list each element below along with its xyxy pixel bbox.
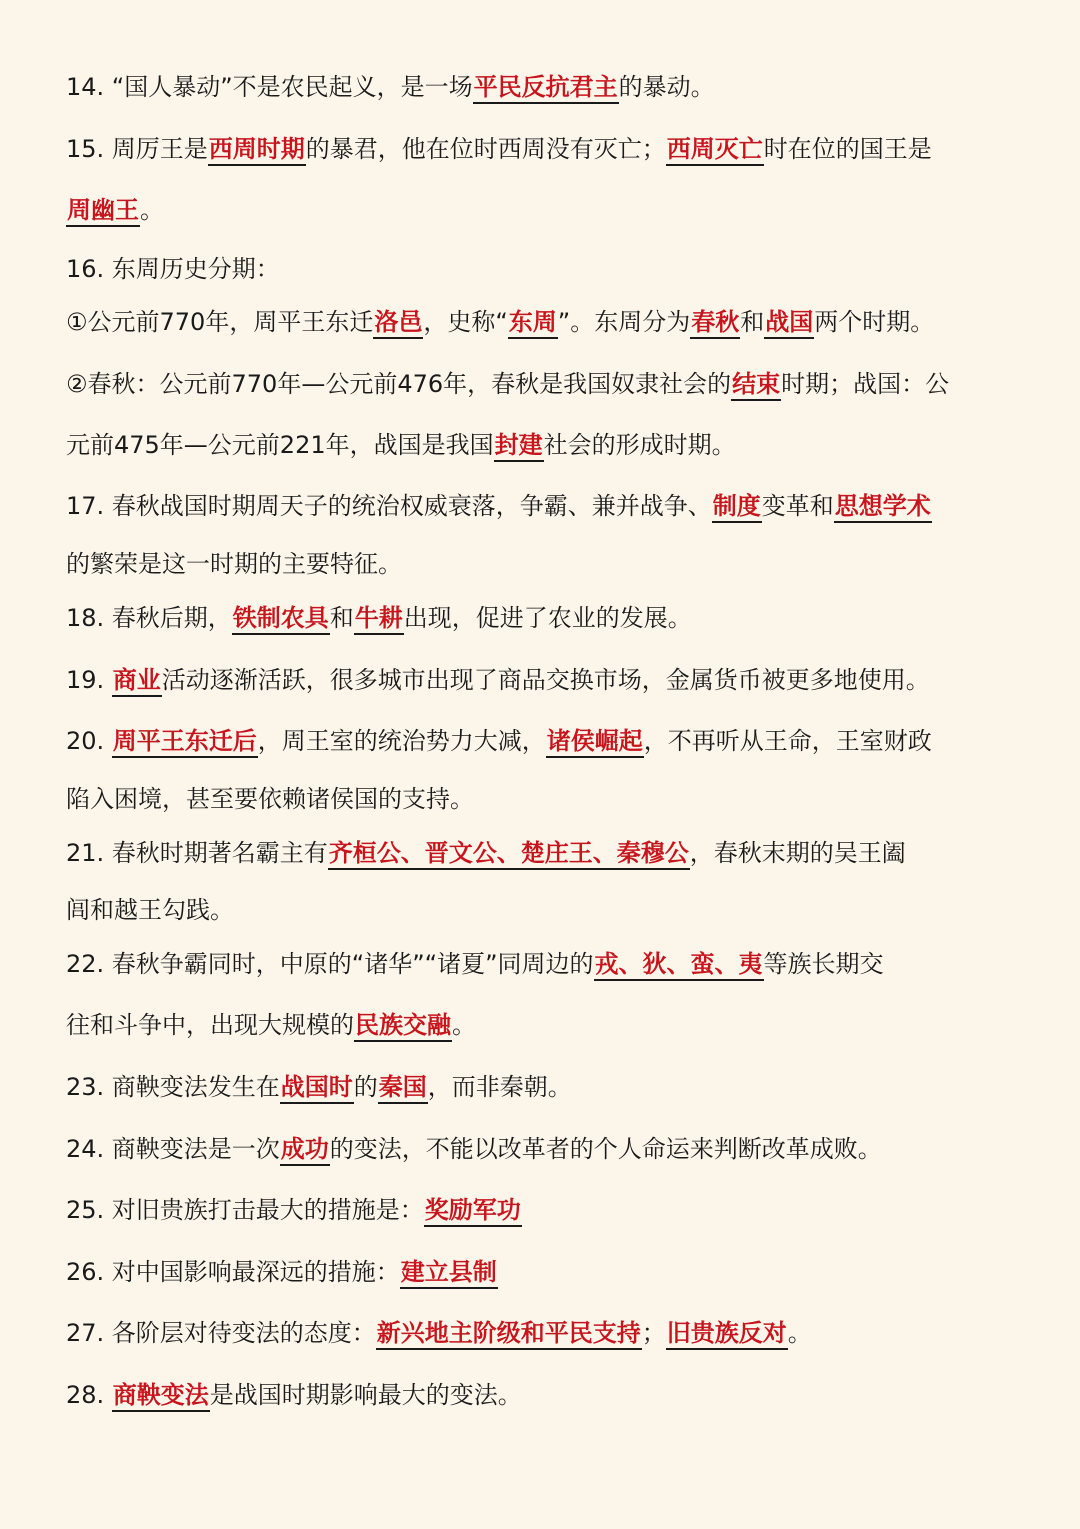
note-line — [66, 663, 1040, 697]
note-text: 26. 对中国影响最深远的措施： — [66, 1258, 400, 1286]
note-line — [66, 367, 1040, 401]
note-text: 时在位的国王是 — [763, 135, 932, 163]
note-line — [66, 947, 1040, 981]
note-text: 17. 春秋战国时期周天子的统治权威衰落，争霸、兼并战争、 — [66, 492, 712, 520]
note-line — [66, 836, 1040, 870]
answer-text: 结束 — [731, 369, 781, 401]
answer-text: 周幽王 — [66, 195, 140, 227]
note-line — [66, 132, 1040, 166]
note-text: 14. “国人暴动”不是农民起义，是一场 — [66, 73, 473, 101]
note-line — [66, 601, 1040, 635]
note-text: ，周王室的统治势力大减， — [257, 727, 546, 755]
answer-text: 商鞅变法 — [112, 1380, 210, 1412]
note-text: 活动逐渐活跃，很多城市出现了商品交换市场，金属货币被更多地使用。 — [161, 666, 930, 694]
note-text: ； — [641, 1319, 666, 1347]
note-line — [66, 1132, 1040, 1166]
answer-text: 建立县制 — [400, 1257, 498, 1289]
answer-text: 周平王东迁后 — [112, 726, 258, 758]
note-text: 的暴动。 — [618, 73, 715, 101]
note-line — [66, 893, 1040, 927]
answer-text: 旧贵族反对 — [666, 1318, 788, 1350]
note-text: 闾和越王勾践。 — [66, 896, 234, 924]
answer-text: 思想学术 — [834, 491, 932, 523]
note-line — [66, 489, 1040, 523]
note-text: 和 — [740, 308, 765, 336]
note-line — [66, 70, 1040, 104]
note-text: ，春秋末期的吴王阖 — [689, 839, 906, 867]
note-text: 21. 春秋时期著名霸主有 — [66, 839, 328, 867]
note-line — [66, 305, 1040, 339]
answer-text: 战国 — [764, 307, 814, 339]
note-text: 28. — [66, 1381, 112, 1409]
answer-text: 铁制农具 — [232, 603, 330, 635]
note-text: ，不再听从王命，王室财政 — [643, 727, 932, 755]
answer-text: 齐桓公、晋文公、楚庄王、秦穆公 — [328, 838, 690, 870]
answer-text: 平民反抗君主 — [473, 72, 619, 104]
note-text: 。 — [140, 196, 164, 224]
note-line — [66, 1255, 1040, 1289]
note-text: ，而非秦朝。 — [427, 1073, 572, 1101]
note-text: ”。东周分为 — [557, 308, 691, 336]
answer-text: 牛耕 — [354, 603, 404, 635]
note-text: ②春秋：公元前770年—公元前476年，春秋是我国奴隶社会的 — [66, 370, 732, 398]
answer-text: 民族交融 — [354, 1010, 452, 1042]
note-text: 两个时期。 — [814, 308, 935, 336]
note-text: 往和斗争中，出现大规模的 — [66, 1011, 354, 1039]
note-text: 陷入困境，甚至要依赖诸侯国的支持。 — [66, 785, 474, 813]
note-text: 24. 商鞅变法是一次 — [66, 1135, 280, 1163]
note-text: 15. 周厉王是 — [66, 135, 208, 163]
note-text: ，史称“ — [423, 308, 508, 336]
note-text: 27. 各阶层对待变法的态度： — [66, 1319, 376, 1347]
note-text: 出现，促进了农业的发展。 — [403, 604, 692, 632]
note-text: 等族长期交 — [763, 950, 884, 978]
note-text: 的暴君，他在位时西周没有灭亡； — [305, 135, 666, 163]
note-text: 元前475年—公元前221年，战国是我国 — [66, 431, 494, 459]
note-text: 时期；战国：公 — [781, 370, 950, 398]
note-text: 。 — [452, 1011, 476, 1039]
note-text: 的变法，不能以改革者的个人命运来判断改革成败。 — [329, 1135, 882, 1163]
answer-text: 成功 — [280, 1134, 330, 1166]
answer-text: 新兴地主阶级和平民支持 — [376, 1318, 642, 1350]
note-text: 变革和 — [761, 492, 834, 520]
note-text: 25. 对旧贵族打击最大的措施是： — [66, 1196, 424, 1224]
answer-text: 秦国 — [378, 1072, 428, 1104]
answer-text: 西周灭亡 — [666, 134, 764, 166]
note-line — [66, 724, 1040, 758]
note-line — [66, 1316, 1040, 1350]
note-text: 。 — [787, 1319, 812, 1347]
note-text: 的 — [353, 1073, 378, 1101]
note-line — [66, 1070, 1040, 1104]
answer-text: 奖励军功 — [424, 1195, 522, 1227]
answer-text: 封建 — [494, 430, 544, 462]
note-text: 18. 春秋后期， — [66, 604, 232, 632]
note-text: 23. 商鞅变法发生在 — [66, 1073, 280, 1101]
answer-text: 春秋 — [690, 307, 740, 339]
note-line — [66, 428, 1040, 462]
note-line — [66, 547, 1040, 581]
answer-text: 商业 — [112, 665, 162, 697]
answer-text: 战国时 — [280, 1072, 354, 1104]
answer-text: 诸侯崛起 — [546, 726, 644, 758]
note-line — [66, 252, 1040, 286]
note-text: 是战国时期影响最大的变法。 — [209, 1381, 522, 1409]
answer-text: 西周时期 — [208, 134, 306, 166]
answer-text: 洛邑 — [373, 307, 423, 339]
note-line — [66, 193, 1040, 227]
note-text: 社会的形成时期。 — [543, 431, 736, 459]
note-text: 的繁荣是这一时期的主要特征。 — [66, 550, 402, 578]
note-line — [66, 782, 1040, 816]
note-line — [66, 1193, 1040, 1227]
note-text: 19. — [66, 666, 112, 694]
answer-text: 制度 — [712, 491, 762, 523]
answer-text: 东周 — [508, 307, 558, 339]
note-text: 22. 春秋争霸同时，中原的“诸华”“诸夏”同周边的 — [66, 950, 594, 978]
note-text: ①公元前770年，周平王东迁 — [66, 308, 374, 336]
note-text: 20. — [66, 727, 112, 755]
note-line — [66, 1008, 1040, 1042]
answer-text: 戎、狄、蛮、夷 — [594, 949, 764, 981]
note-text: 和 — [329, 604, 354, 632]
note-line — [66, 1378, 1040, 1412]
note-text: 16. 东周历史分期： — [66, 255, 280, 283]
